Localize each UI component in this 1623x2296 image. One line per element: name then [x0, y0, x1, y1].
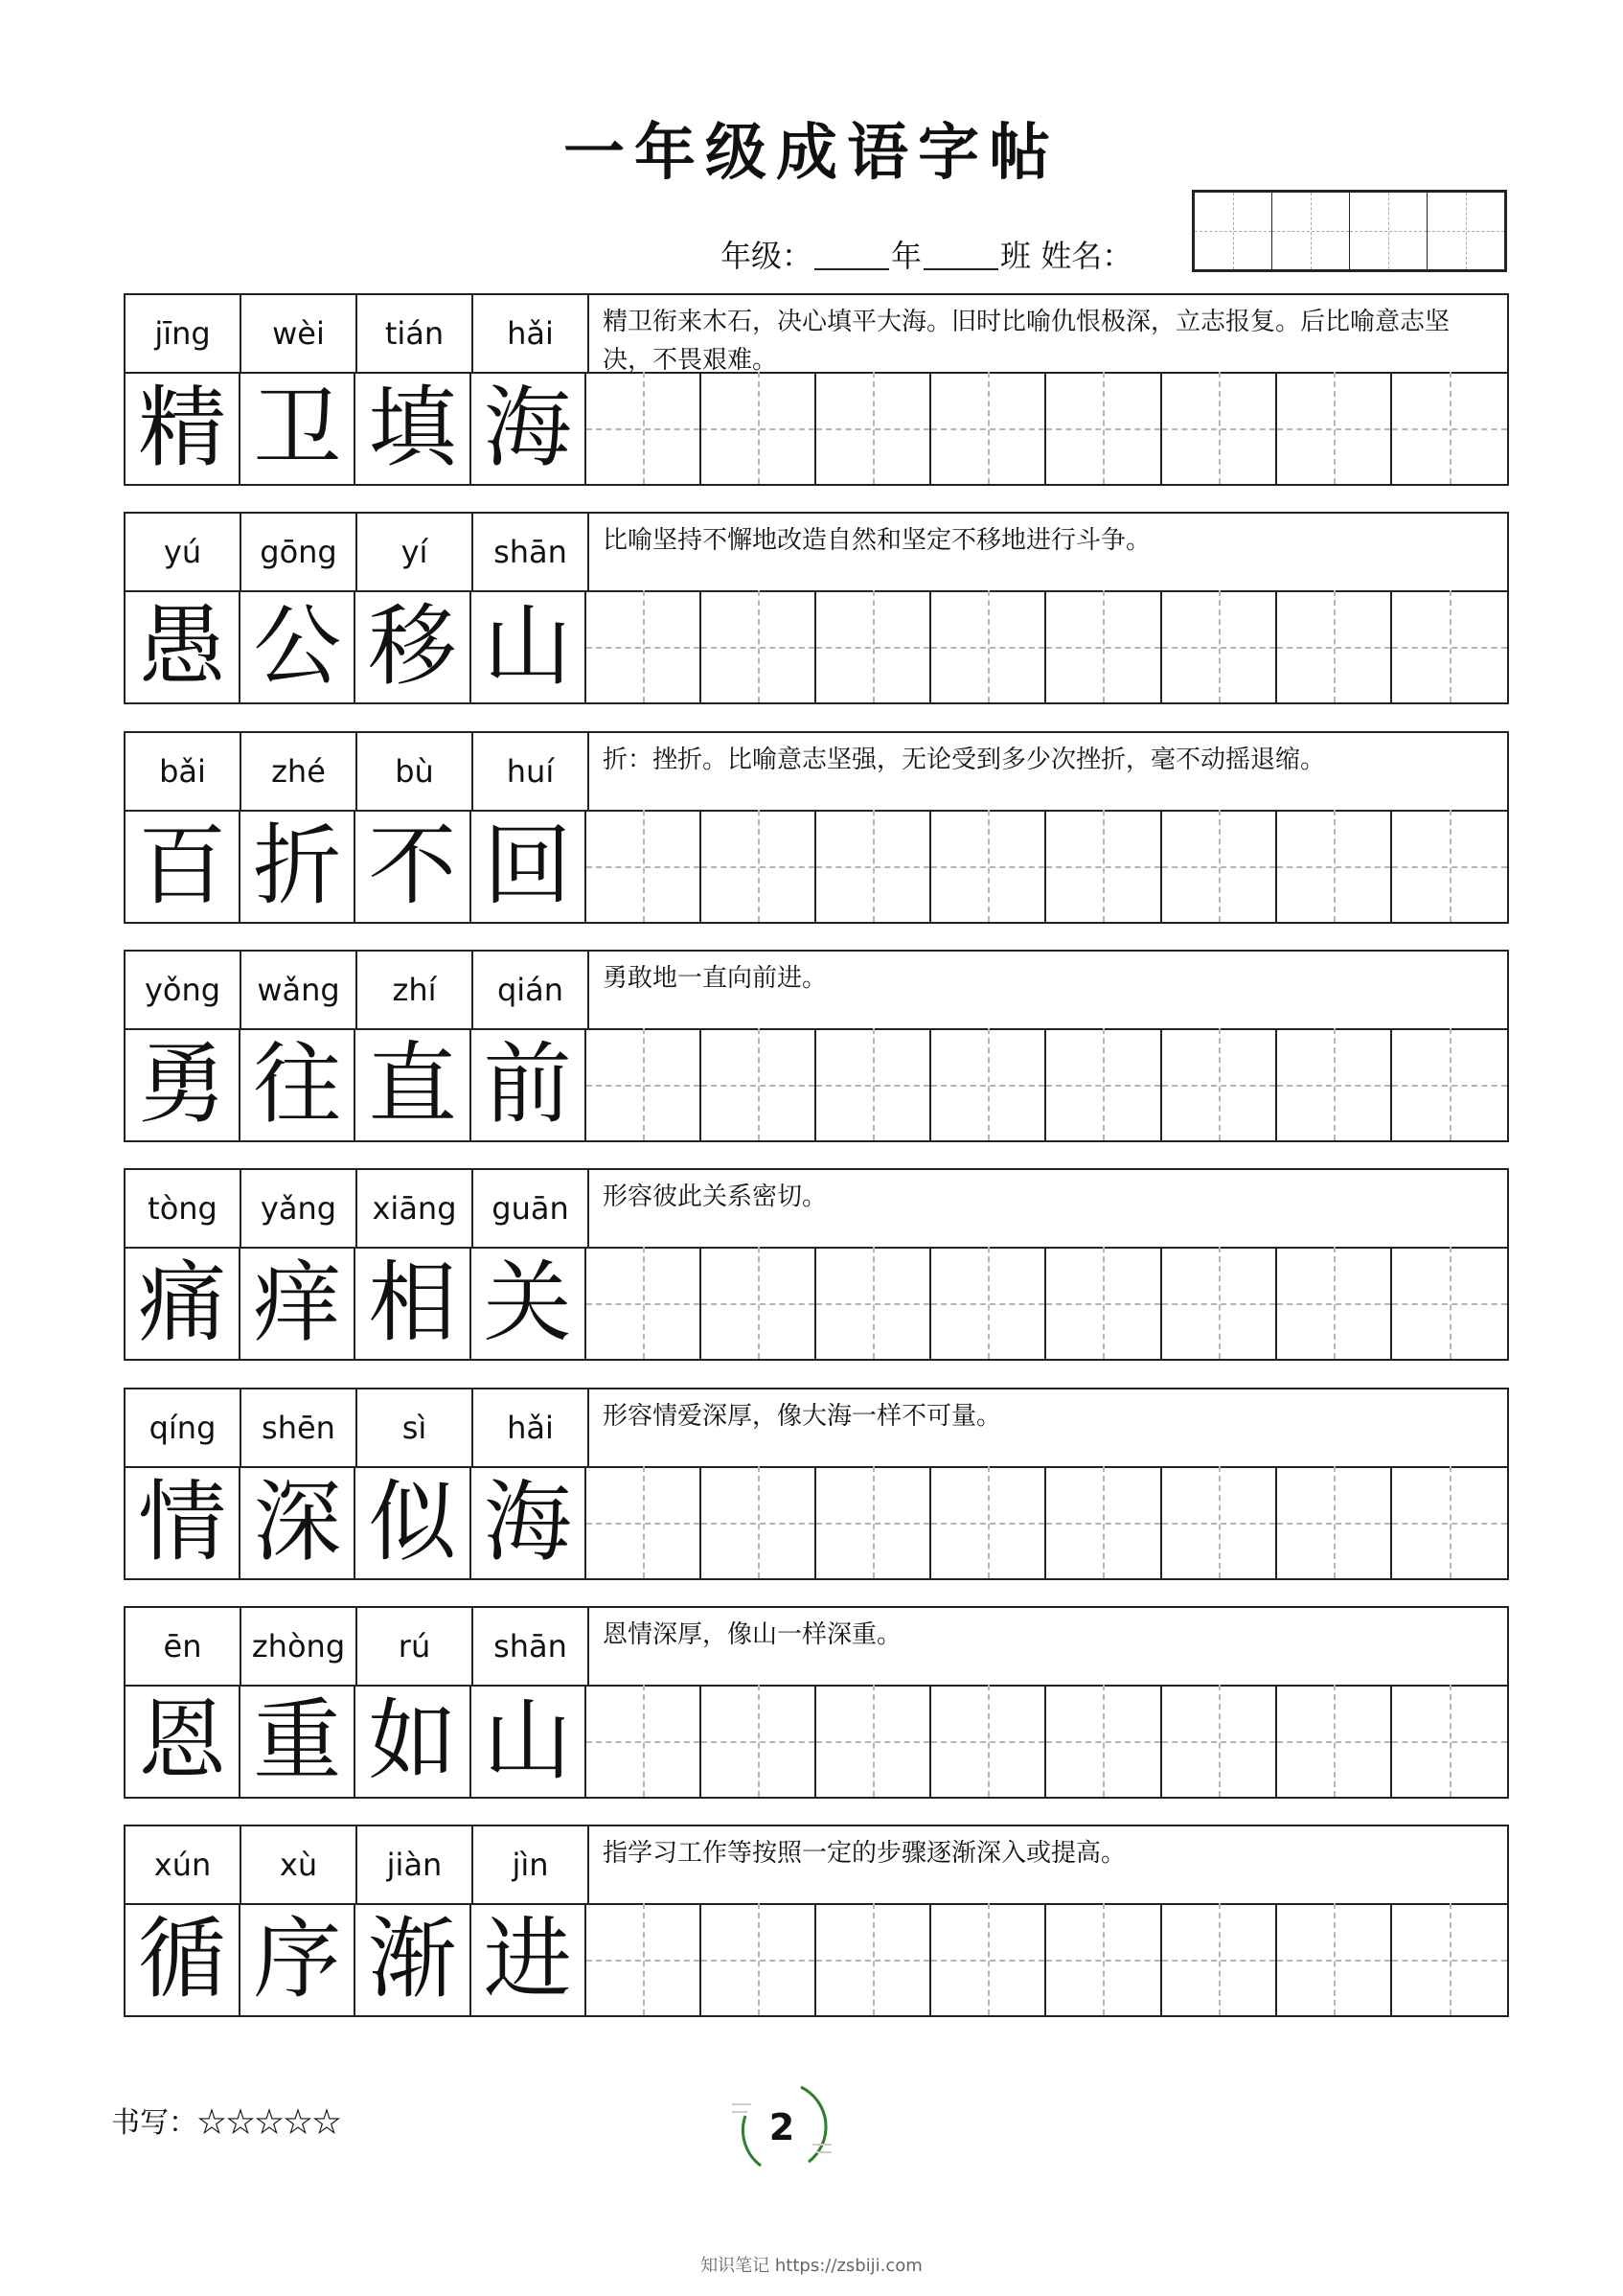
pinyin-cell: sì: [357, 1389, 473, 1466]
practice-grid-cell[interactable]: [816, 1685, 931, 1797]
pinyin-row: [126, 1170, 1507, 1249]
model-character: 痛: [126, 1247, 240, 1359]
practice-grid-cell[interactable]: [1392, 590, 1507, 702]
model-character: 似: [355, 1466, 470, 1578]
pinyin-cell: yǒng: [126, 952, 241, 1028]
pinyin-cell: hǎi: [473, 1389, 589, 1466]
practice-grid-cell[interactable]: [1046, 1028, 1161, 1140]
practice-grid-cell[interactable]: [1162, 1247, 1277, 1359]
idiom-block: [124, 1606, 1509, 1799]
practice-grid-cell[interactable]: [701, 810, 816, 922]
practice-grid-cell[interactable]: [1046, 810, 1161, 922]
practice-grid-cell[interactable]: [1277, 590, 1392, 702]
model-character: 公: [240, 590, 355, 702]
practice-grid-cell[interactable]: [586, 1466, 701, 1578]
practice-grid-cell[interactable]: [931, 1903, 1046, 2015]
model-character: 勇: [126, 1028, 240, 1140]
practice-grid-cell[interactable]: [1046, 1903, 1161, 2015]
character-row: [126, 1028, 1507, 1140]
practice-grid-cell[interactable]: [1392, 1028, 1507, 1140]
model-character: 折: [240, 810, 355, 922]
pinyin-cell: qíng: [126, 1389, 241, 1466]
pinyin-cell: tián: [357, 295, 473, 372]
practice-grid-cell[interactable]: [1392, 1903, 1507, 2015]
model-character: 深: [240, 1466, 355, 1578]
practice-grid-cell[interactable]: [1277, 1247, 1392, 1359]
idiom-block: [124, 950, 1509, 1142]
character-row: [126, 1247, 1507, 1359]
practice-grid-cell[interactable]: [701, 372, 816, 484]
name-label: 姓名：: [1040, 238, 1133, 274]
name-box[interactable]: [1195, 193, 1272, 269]
practice-grid-cell[interactable]: [1277, 810, 1392, 922]
page-number-badge: [732, 2078, 832, 2177]
model-character: 精: [126, 372, 240, 484]
idiom-block: [124, 1388, 1509, 1580]
practice-grid-cell[interactable]: [586, 590, 701, 702]
pinyin-cell: guān: [473, 1170, 589, 1247]
pinyin-row: [126, 1608, 1507, 1687]
pinyin-cell: tòng: [126, 1170, 241, 1247]
pinyin-cell: jiàn: [357, 1826, 473, 1903]
practice-grid-cell[interactable]: [1277, 1685, 1392, 1797]
model-character: 重: [240, 1685, 355, 1797]
idiom-meaning: 勇敢地一直向前进。: [603, 964, 828, 993]
idiom-meaning: 折：挫折。比喻意志坚强，无论受到多少次挫折，毫不动摇退缩。: [603, 746, 1326, 774]
pinyin-cell: jìn: [473, 1826, 589, 1903]
character-row: [126, 1466, 1507, 1578]
pinyin-cell: shēn: [241, 1389, 357, 1466]
name-box[interactable]: [1272, 193, 1350, 269]
practice-grid-cell[interactable]: [586, 1247, 701, 1359]
pinyin-cell: shān: [473, 1608, 589, 1685]
pinyin-cell: zhé: [241, 733, 357, 810]
practice-grid-cell[interactable]: [931, 372, 1046, 484]
pinyin-row: [126, 952, 1507, 1030]
practice-grid-cell[interactable]: [701, 590, 816, 702]
model-character: 不: [355, 810, 470, 922]
pinyin-cell: hǎi: [473, 295, 589, 372]
idiom-meaning: 比喻坚持不懈地改造自然和坚定不移地进行斗争。: [603, 526, 1152, 555]
practice-grid-cell[interactable]: [586, 372, 701, 484]
practice-grid-cell[interactable]: [1046, 372, 1161, 484]
model-character: 如: [355, 1685, 470, 1797]
model-character: 循: [126, 1903, 240, 2015]
model-character: 渐: [355, 1903, 470, 2015]
practice-grid-cell[interactable]: [1277, 372, 1392, 484]
idiom-meaning: 形容彼此关系密切。: [603, 1182, 828, 1211]
watermark: 知识笔记 https://zsbiji.com: [700, 2256, 923, 2276]
practice-grid-cell[interactable]: [931, 1247, 1046, 1359]
practice-grid-cell[interactable]: [1162, 1466, 1277, 1578]
practice-grid-cell[interactable]: [1392, 372, 1507, 484]
practice-grid-cell[interactable]: [1046, 1685, 1161, 1797]
pinyin-cell: bù: [357, 733, 473, 810]
class-blank[interactable]: [924, 243, 998, 270]
practice-grid-cell[interactable]: [1277, 1028, 1392, 1140]
pinyin-row: [126, 733, 1507, 812]
practice-grid-cell[interactable]: [1046, 1466, 1161, 1578]
model-character: 卫: [240, 372, 355, 484]
year-blank[interactable]: [814, 243, 889, 270]
practice-grid-cell[interactable]: [1277, 1903, 1392, 2015]
character-row: [126, 810, 1507, 922]
student-info: [720, 232, 1132, 276]
pinyin-row: [126, 1389, 1507, 1468]
pinyin-cell: ēn: [126, 1608, 241, 1685]
name-box[interactable]: [1350, 193, 1428, 269]
model-character: 移: [355, 590, 470, 702]
model-character: 往: [240, 1028, 355, 1140]
practice-grid-cell[interactable]: [701, 1247, 816, 1359]
practice-grid-cell[interactable]: [586, 810, 701, 922]
practice-grid-cell[interactable]: [1046, 1247, 1161, 1359]
character-row: [126, 1685, 1507, 1797]
practice-grid-cell[interactable]: [701, 1466, 816, 1578]
idiom-block: [124, 731, 1509, 924]
practice-grid-cell[interactable]: [1162, 1903, 1277, 2015]
idiom-block: [124, 293, 1509, 486]
practice-grid-cell[interactable]: [586, 1685, 701, 1797]
model-character: 前: [471, 1028, 586, 1140]
pinyin-cell: gōng: [241, 514, 357, 590]
practice-grid-cell[interactable]: [586, 1903, 701, 2015]
model-character: 填: [355, 372, 470, 484]
model-character: 进: [471, 1903, 586, 2015]
writing-rating: 书写：☆☆☆☆☆: [111, 2106, 341, 2140]
practice-grid-cell[interactable]: [816, 1028, 931, 1140]
idiom-meaning: 指学习工作等按照一定的步骤逐渐深入或提高。: [603, 1839, 1127, 1868]
practice-grid-cell[interactable]: [586, 1028, 701, 1140]
practice-grid-cell[interactable]: [1392, 810, 1507, 922]
idiom-block: [124, 1168, 1509, 1361]
practice-grid-cell[interactable]: [931, 1466, 1046, 1578]
idiom-meaning: 形容情爱深厚，像大海一样不可量。: [603, 1402, 1002, 1431]
name-box[interactable]: [1428, 193, 1504, 269]
practice-grid-cell[interactable]: [816, 810, 931, 922]
pinyin-cell: zhí: [357, 952, 473, 1028]
model-character: 愚: [126, 590, 240, 702]
model-character: 山: [471, 1685, 586, 1797]
practice-grid-cell[interactable]: [1392, 1466, 1507, 1578]
name-boxes[interactable]: [1192, 190, 1507, 272]
model-character: 山: [471, 590, 586, 702]
practice-grid-cell[interactable]: [701, 1903, 816, 2015]
model-character: 回: [471, 810, 586, 922]
model-character: 百: [126, 810, 240, 922]
practice-grid-cell[interactable]: [816, 1903, 931, 2015]
pinyin-cell: xiāng: [357, 1170, 473, 1247]
model-character: 恩: [126, 1685, 240, 1797]
pinyin-cell: yú: [126, 514, 241, 590]
practice-grid-cell[interactable]: [1162, 590, 1277, 702]
practice-grid-cell[interactable]: [1162, 810, 1277, 922]
pinyin-cell: jīng: [126, 295, 241, 372]
model-character: 情: [126, 1466, 240, 1578]
class-unit: 班: [1000, 238, 1032, 274]
pinyin-cell: yí: [357, 514, 473, 590]
pinyin-cell: xún: [126, 1826, 241, 1903]
idiom-meaning: 恩情深厚，像山一样深重。: [603, 1620, 903, 1649]
practice-grid-cell[interactable]: [1392, 1247, 1507, 1359]
practice-grid-cell[interactable]: [816, 1247, 931, 1359]
pinyin-cell: qián: [473, 952, 589, 1028]
practice-grid-cell[interactable]: [931, 1028, 1046, 1140]
idiom-block: [124, 512, 1509, 704]
practice-grid-cell[interactable]: [1046, 590, 1161, 702]
idiom-meaning: 精卫衔来木石，决心填平大海。旧时比喻仇恨极深，立志报复。后比喻意志坚决，不畏艰难。: [603, 308, 1451, 375]
practice-grid-cell[interactable]: [816, 590, 931, 702]
practice-grid-cell[interactable]: [931, 1685, 1046, 1797]
pinyin-cell: zhòng: [241, 1608, 357, 1685]
practice-grid-cell[interactable]: [1162, 372, 1277, 484]
grade-label: 年级：: [720, 238, 813, 274]
practice-grid-cell[interactable]: [931, 590, 1046, 702]
pinyin-row: [126, 1826, 1507, 1905]
character-row: [126, 372, 1507, 484]
pinyin-row: [126, 514, 1507, 592]
model-character: 相: [355, 1247, 470, 1359]
practice-grid-cell[interactable]: [701, 1028, 816, 1140]
year-unit: 年: [891, 238, 923, 274]
pinyin-cell: wǎng: [241, 952, 357, 1028]
pinyin-cell: wèi: [241, 295, 357, 372]
model-character: 海: [471, 372, 586, 484]
model-character: 关: [471, 1247, 586, 1359]
pinyin-cell: yǎng: [241, 1170, 357, 1247]
pinyin-cell: bǎi: [126, 733, 241, 810]
practice-grid-cell[interactable]: [816, 372, 931, 484]
character-row: [126, 1903, 1507, 2015]
model-character: 序: [240, 1903, 355, 2015]
practice-grid-cell[interactable]: [1277, 1466, 1392, 1578]
model-character: 痒: [240, 1247, 355, 1359]
model-character: 直: [355, 1028, 470, 1140]
pinyin-cell: huí: [473, 733, 589, 810]
character-row: [126, 590, 1507, 702]
model-character: 海: [471, 1466, 586, 1578]
practice-grid-cell[interactable]: [701, 1685, 816, 1797]
practice-grid-cell[interactable]: [1162, 1685, 1277, 1797]
page-title: 一年级成语字帖: [563, 118, 1060, 189]
page-number: 2: [768, 2106, 795, 2148]
pinyin-cell: xù: [241, 1826, 357, 1903]
pinyin-cell: shān: [473, 514, 589, 590]
pinyin-row: [126, 295, 1507, 374]
pinyin-cell: rú: [357, 1608, 473, 1685]
practice-grid-cell[interactable]: [931, 810, 1046, 922]
practice-grid-cell[interactable]: [816, 1466, 931, 1578]
idiom-block: [124, 1825, 1509, 2017]
practice-grid-cell[interactable]: [1162, 1028, 1277, 1140]
practice-grid-cell[interactable]: [1392, 1685, 1507, 1797]
